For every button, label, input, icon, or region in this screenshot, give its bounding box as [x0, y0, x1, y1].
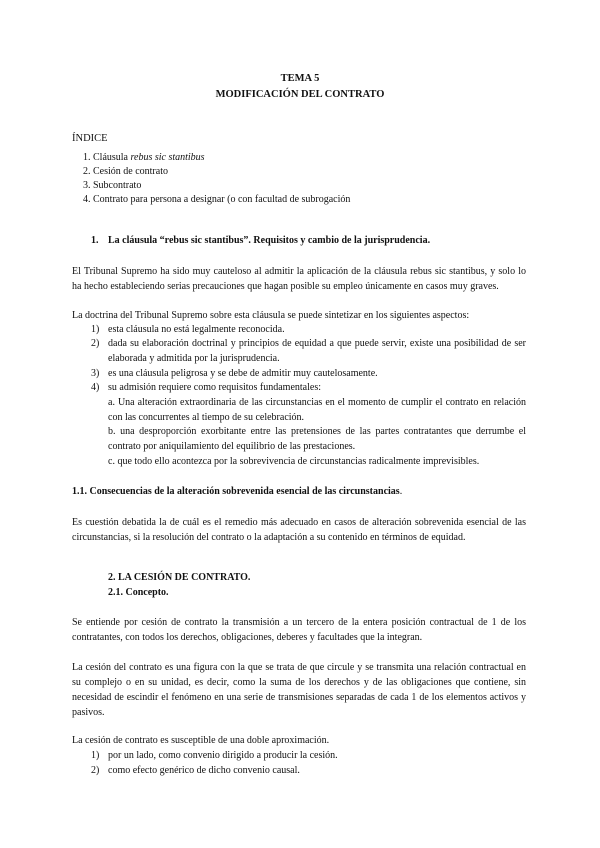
index-item-label: Contrato para persona a designar (o con facultad de subrogación [93, 194, 351, 205]
list-number: 4) [91, 382, 100, 393]
index-heading: ÍNDICE [72, 133, 108, 144]
list-item: esta cláusula no está legalmente reconocida. [108, 324, 285, 335]
list-item: su admisión requiere como requisitos fundamentales: [108, 382, 322, 393]
section-1-paragraph: El Tribunal Supremo ha sido muy cauteloso al admitir la aplicación de la cláusula rebus sic stantibus, y solo lo ha hecho estableciendo serias precauciones que hagan posible su empleo únicamente en casos muy graves. [72, 266, 526, 292]
section-1-number: 1. [91, 235, 99, 246]
sublist-item: c. que todo ello acontezca por la sobrevivencia de circunstancias radicalmente imprevisibles. [108, 456, 480, 467]
index-item-label: Cesión de contrato [93, 166, 168, 177]
index-item-number: 4. [83, 194, 91, 205]
index-item-number: 2. [83, 166, 91, 177]
list-item: por un lado, como convenio dirigido a producir la cesión. [108, 750, 338, 761]
section-1-1-heading-line [72, 484, 526, 499]
list-item: dada su elaboración doctrinal y principios de equidad a que puede servir, existe una posibilidad de ser elaborada y admitida por la jurisprudencia. [108, 338, 526, 364]
list-number: 1) [91, 750, 100, 761]
section-2-1-heading: 2.1. Concepto. [108, 587, 169, 598]
index-item-label: Subcontrato [93, 180, 142, 191]
section-1-1-paragraph: Es cuestión debatida la de cuál es el remedio más adecuado en casos de alteración sobrevenida esencial de las circunstancias, si la resolución del contrato o la adaptación a su contenido en términos de equidad. [72, 517, 526, 543]
index-item [83, 192, 350, 207]
list-number: 3) [91, 368, 100, 379]
list-number: 2) [91, 765, 100, 776]
document-title: MODIFICACIÓN DEL CONTRATO [215, 89, 385, 100]
section-2-paragraph: La cesión del contrato es una figura con la que se trata de que circule y se transmita una relación contractual en su complejo o en su unidad, es decir, como la suma de los derechos y de las obligaciones que contiene, sin necesidad de escindir el fenómeno en una serie de transmisiones separadas de cada 1 de los elementos activos y pasivos. [72, 662, 526, 718]
list-number: 1) [91, 324, 100, 335]
index-item-label-italic: rebus sic stantibus [130, 152, 205, 163]
section-2-heading: 2. LA CESIÓN DE CONTRATO. [108, 572, 251, 583]
index-item-label: Cláusula [93, 152, 131, 163]
list-number: 2) [91, 338, 100, 349]
index-item-number: 3. [83, 180, 91, 191]
sublist-item: b. una desproporción exorbitante entre las pretensiones de las partes contratantes que derrumbe el contrato por aniquilamiento del equilibrio de las prestaciones. [108, 426, 526, 452]
index-item-number: 1. [83, 152, 91, 163]
section-1-heading: La cláusula “rebus sic stantibus”. Requisitos y cambio de la jurisprudencia. [108, 235, 431, 246]
index-item [83, 150, 205, 165]
section-1-intro: La doctrina del Tribunal Supremo sobre esta cláusula se puede sintetizar en los siguientes aspectos: [72, 310, 470, 321]
index-item [83, 178, 141, 193]
section-2-paragraph: Se entiende por cesión de contrato la transmisión a un tercero de la entera posición contractual de 1 de los contratantes, con todos los derechos, obligaciones, deberes y facultades que la integran. [72, 617, 526, 643]
section-1-1-heading: 1.1. Consecuencias de la alteración sobrevenida esencial de las circunstancias [72, 486, 400, 497]
document-title-topic: TEMA 5 [280, 73, 320, 84]
list-item: como efecto genérico de dicho convenio causal. [108, 765, 300, 776]
list-item: es una cláusula peligrosa y se debe de admitir muy cautelosamente. [108, 368, 378, 379]
index-item [83, 164, 168, 179]
section-1-1-heading-period: . [399, 486, 403, 497]
section-2-paragraph: La cesión de contrato es susceptible de una doble aproximación. [72, 735, 330, 746]
sublist-item: a. Una alteración extraordinaria de las circunstancias en el momento de cumplir el contrato en relación con las concurrentes al tiempo de su celebración. [108, 397, 526, 423]
